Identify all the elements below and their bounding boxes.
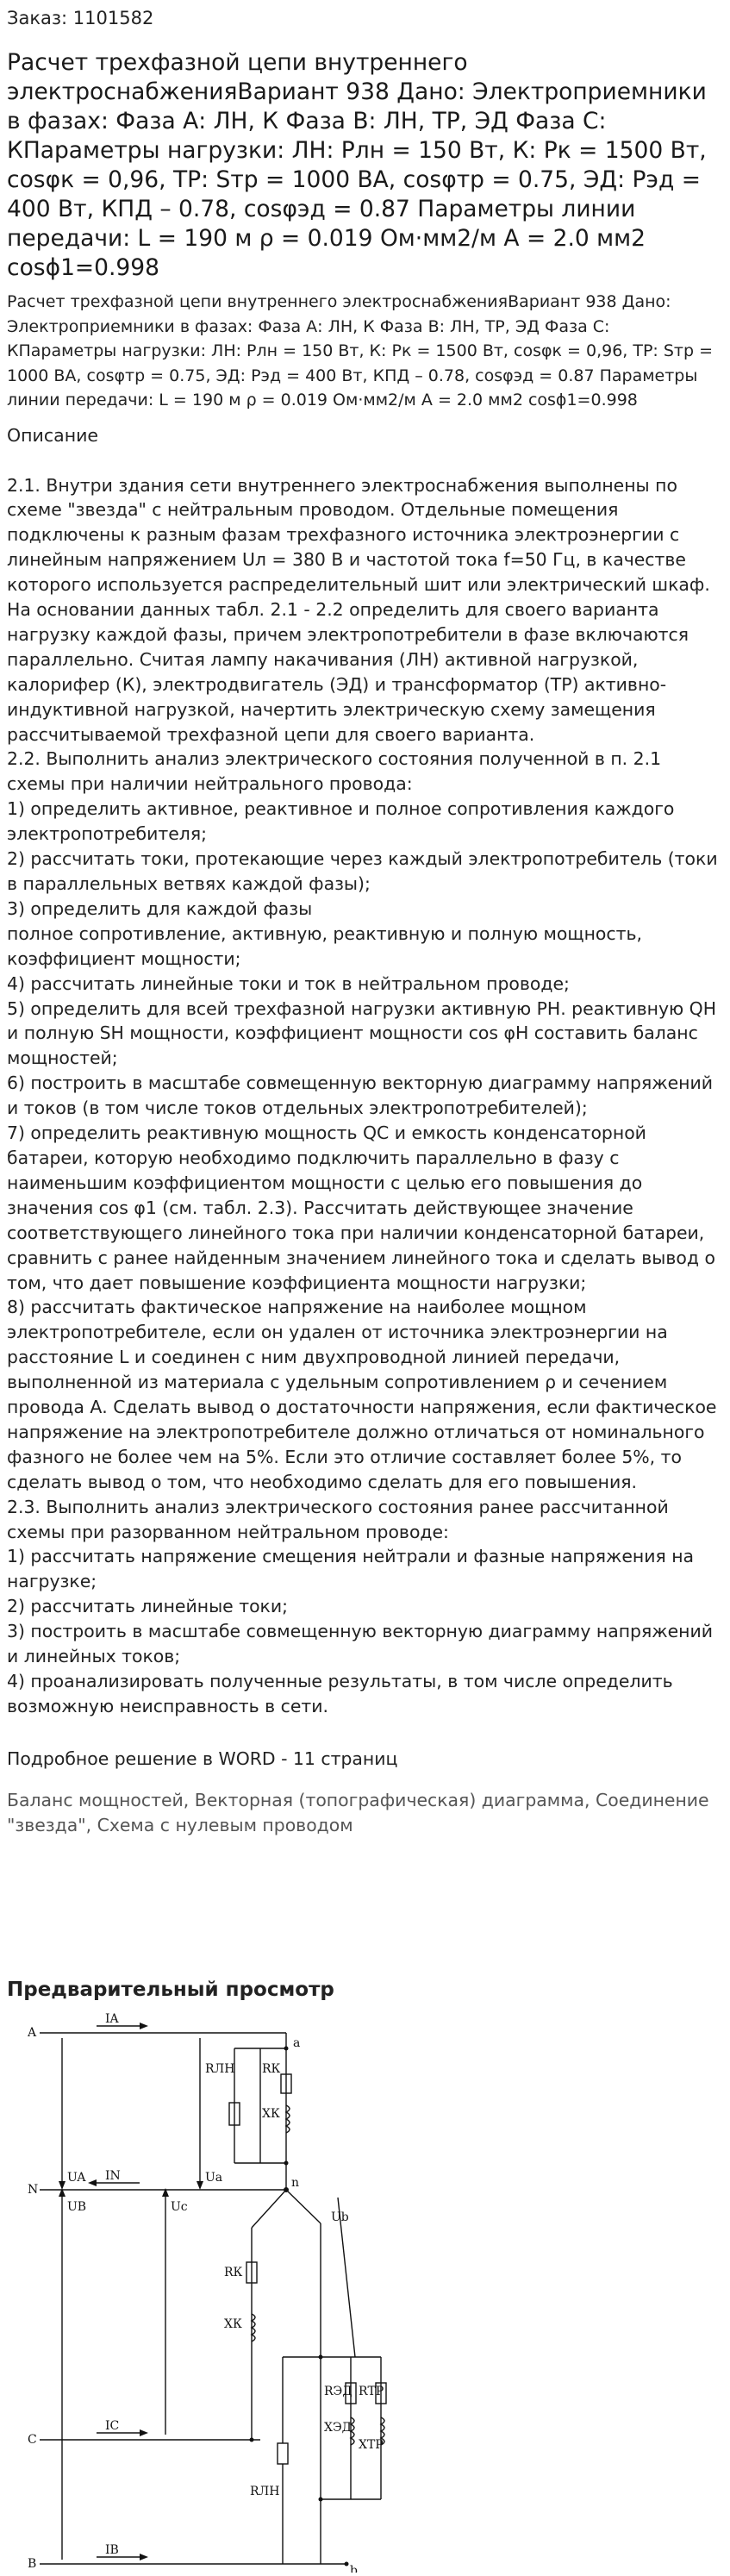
tag-separator: , xyxy=(85,1814,97,1835)
tag-list xyxy=(7,1788,723,1838)
description-paragraph: 4) проанализировать полученные результаты, в том числе определить возможную неисправность в сети. xyxy=(7,1671,673,1716)
scheme-label: RТР xyxy=(359,2384,384,2398)
scheme-label: UB xyxy=(67,2199,87,2214)
description-body xyxy=(7,473,723,1719)
scheme-label: n xyxy=(291,2175,300,2190)
description-paragraph: 1) определить активное, реактивное и полное сопротивления каждого электропотребителя; xyxy=(7,798,675,845)
circuit-scheme xyxy=(28,2012,390,2573)
scheme-label: Ua xyxy=(205,2170,223,2185)
page-title: Расчет трехфазной цепи внутреннего электроснабженияВариант 938 Дано: Электроприемники в фазах: Фаза А: ЛН, К Фаза В: ЛН, ТР, ЭД Фаза С: КПараметры нагрузки: ЛН: Pлн = 150 Вт, К: Pк = 1500 Вт, cosφк = 0,96, ТР: Sтр = 1000 ВА, cosφтр = 0.75, ЭД: Pэд = 400 Вт, КПД – 0.78, cosφэд = 0.87 Параметры линии передачи: L = 190 м ρ = 0.019 Ом·мм2/м А = 2.0 мм2 cosϕ1=0.998 xyxy=(7,49,707,281)
preview-title: Предварительный просмотр xyxy=(7,1978,334,2001)
description-paragraph: 5) определить для всей трехфазной нагрузки активную PН. реактивную QН и полную SН мощности, коэффициент мощности cos φН составить баланс мощностей; xyxy=(7,997,717,1069)
scheme-label: IC xyxy=(105,2418,120,2433)
tag-separator: , xyxy=(183,1789,195,1810)
scheme-label: a xyxy=(293,2035,301,2050)
description-paragraph: 2) рассчитать токи, протекающие через каждый электропотребитель (токи в параллельных ветвях каждой фазы); xyxy=(7,848,718,894)
scheme-label: b xyxy=(350,2563,358,2573)
description-label: Описание xyxy=(7,424,99,446)
description-paragraph: 2.3. Выполнить анализ электрического состояния ранее рассчитанной схемы при разорванном нейтральном проводе: xyxy=(7,1496,669,1542)
tag-link[interactable]: Векторная (топографическая) диаграмма xyxy=(194,1789,585,1810)
tag-link[interactable]: Соединение "звезда" xyxy=(7,1789,709,1835)
description-paragraph: 2) рассчитать линейные токи; xyxy=(7,1596,288,1617)
tag-link[interactable]: Баланс мощностей xyxy=(7,1789,184,1810)
scheme-label: XТР xyxy=(359,2437,384,2452)
scheme-label: XК xyxy=(262,2106,280,2121)
scheme-label: IN xyxy=(105,2168,121,2183)
description-paragraph: 1) рассчитать напряжение смещения нейтрали и фазные напряжения на нагрузке; xyxy=(7,1546,695,1592)
scheme-label: RК xyxy=(224,2265,243,2279)
description-paragraph: 3) определить для каждой фазы xyxy=(7,897,313,919)
scheme-label: XК xyxy=(224,2317,242,2331)
tag-link[interactable]: Схема с нулевым проводом xyxy=(97,1814,353,1835)
tag-separator: , xyxy=(584,1789,596,1810)
scheme-label: Uc xyxy=(171,2199,188,2214)
scheme-label: C xyxy=(28,2432,37,2447)
scheme-label: N xyxy=(28,2182,39,2197)
description-paragraph: 7) определить реактивную мощность QС и емкость конденсаторной батареи, которую необходимо подключить параллельно в фазу с наименьшим коэффициентом мощности с целью его повышения до значения cos φ1 (см. табл. 2.3). Рассчитать действующее значение соответствующего линейного тока при наличии конденсаторной батареи, сравнить с ранее найденным значением линейного тока и сделать вывод о том, что дает повышение коэффициента мощности нагрузки; xyxy=(7,1122,715,1293)
scheme-label: IB xyxy=(105,2542,119,2557)
scheme-label: A xyxy=(28,2025,37,2040)
scheme-label: RЛН xyxy=(205,2061,235,2076)
page-subtitle: Расчет трехфазной цепи внутреннего электроснабженияВариант 938 Дано: Электроприемники в фазах: Фаза А: ЛН, К Фаза В: ЛН, ТР, ЭД Фаза С: КПараметры нагрузки: ЛН: Pлн = 150 Вт, К: Pк = 1500 Вт, cosφк = 0,96, ТР: Sтр = 1000 ВА, cosφтр = 0.75, ЭД: Pэд = 400 Вт, КПД – 0.78, cosφэд = 0.87 Параметры линии передачи: L = 190 м ρ = 0.019 Ом·мм2/м А = 2.0 мм2 cosϕ1=0.998 xyxy=(7,292,714,410)
description-paragraph: 6) построить в масштабе совмещенную векторную диаграмму напряжений и токов (в том числе токов отдельных электропотребителей); xyxy=(7,1072,713,1119)
scheme-label: Ub xyxy=(331,2210,349,2224)
description-paragraph: 4) рассчитать линейные токи и ток в нейтральном проводе; xyxy=(7,972,570,994)
scheme-label: IA xyxy=(105,2011,119,2026)
description-paragraph: 2.2. Выполнить анализ электрического состояния полученной в п. 2.1 схемы при наличии нейтрального провода: xyxy=(7,748,662,795)
scheme-label: RЭД xyxy=(324,2384,353,2398)
scheme-label: RЛН xyxy=(250,2484,280,2498)
scheme-label: RК xyxy=(262,2061,281,2076)
description-paragraph: 3) построить в масштабе совмещенную векторную диаграмму напряжений и линейных токов; xyxy=(7,1621,713,1667)
description-paragraph: 2.1. Внутри здания сети внутреннего электроснабжения выполнены по схеме "звезда" с нейтральным проводом. Отдельные помещения подключены к разным фазам трехфазного источника электроэнергии с линейным напряжением Uл = 380 В и частотой тока f=50 Гц, в качестве которого используется распределительный шит или электрический шкаф. На основании данных табл. 2.1 - 2.2 определить для своего варианта нагрузку каждой фазы, причем электропотребители в фазе включаются параллельно. Считая лампу накачивания (ЛН) активной нагрузкой, калорифер (К), электродвигатель (ЭД) и трансформатор (ТР) активно-индуктивной нагрузкой, начертить электрическую схему замещения рассчитываемой трехфазной цепи для своего варианта. xyxy=(7,474,710,745)
order-number: Заказ: 1101582 xyxy=(7,8,154,28)
scheme-label: XЭД xyxy=(324,2420,353,2435)
scheme-label: B xyxy=(28,2556,37,2571)
word-note: Подробное решение в WORD - 11 страниц xyxy=(7,1748,398,1769)
description-paragraph: полное сопротивление, активную, реактивную и полную мощность, коэффициент мощности; xyxy=(7,922,642,969)
scheme-label: UA xyxy=(67,2170,86,2185)
description-paragraph: 8) рассчитать фактическое напряжение на наиболее мощном электропотребителе, если он удален от источника электроэнергии на расстояние L и соединен с ним двухпроводной линией передачи, выполненной из материала с удельным сопротивлением ρ и сечением провода А. Сделать вывод о достаточности напряжения, если фактическое напряжение на электропотребителе должно отличаться от номинального фазного не более чем на 5%. Если это отличие составляет более 5%, то сделать вывод о том, что необходимо сделать для его повышения. xyxy=(7,1297,717,1492)
